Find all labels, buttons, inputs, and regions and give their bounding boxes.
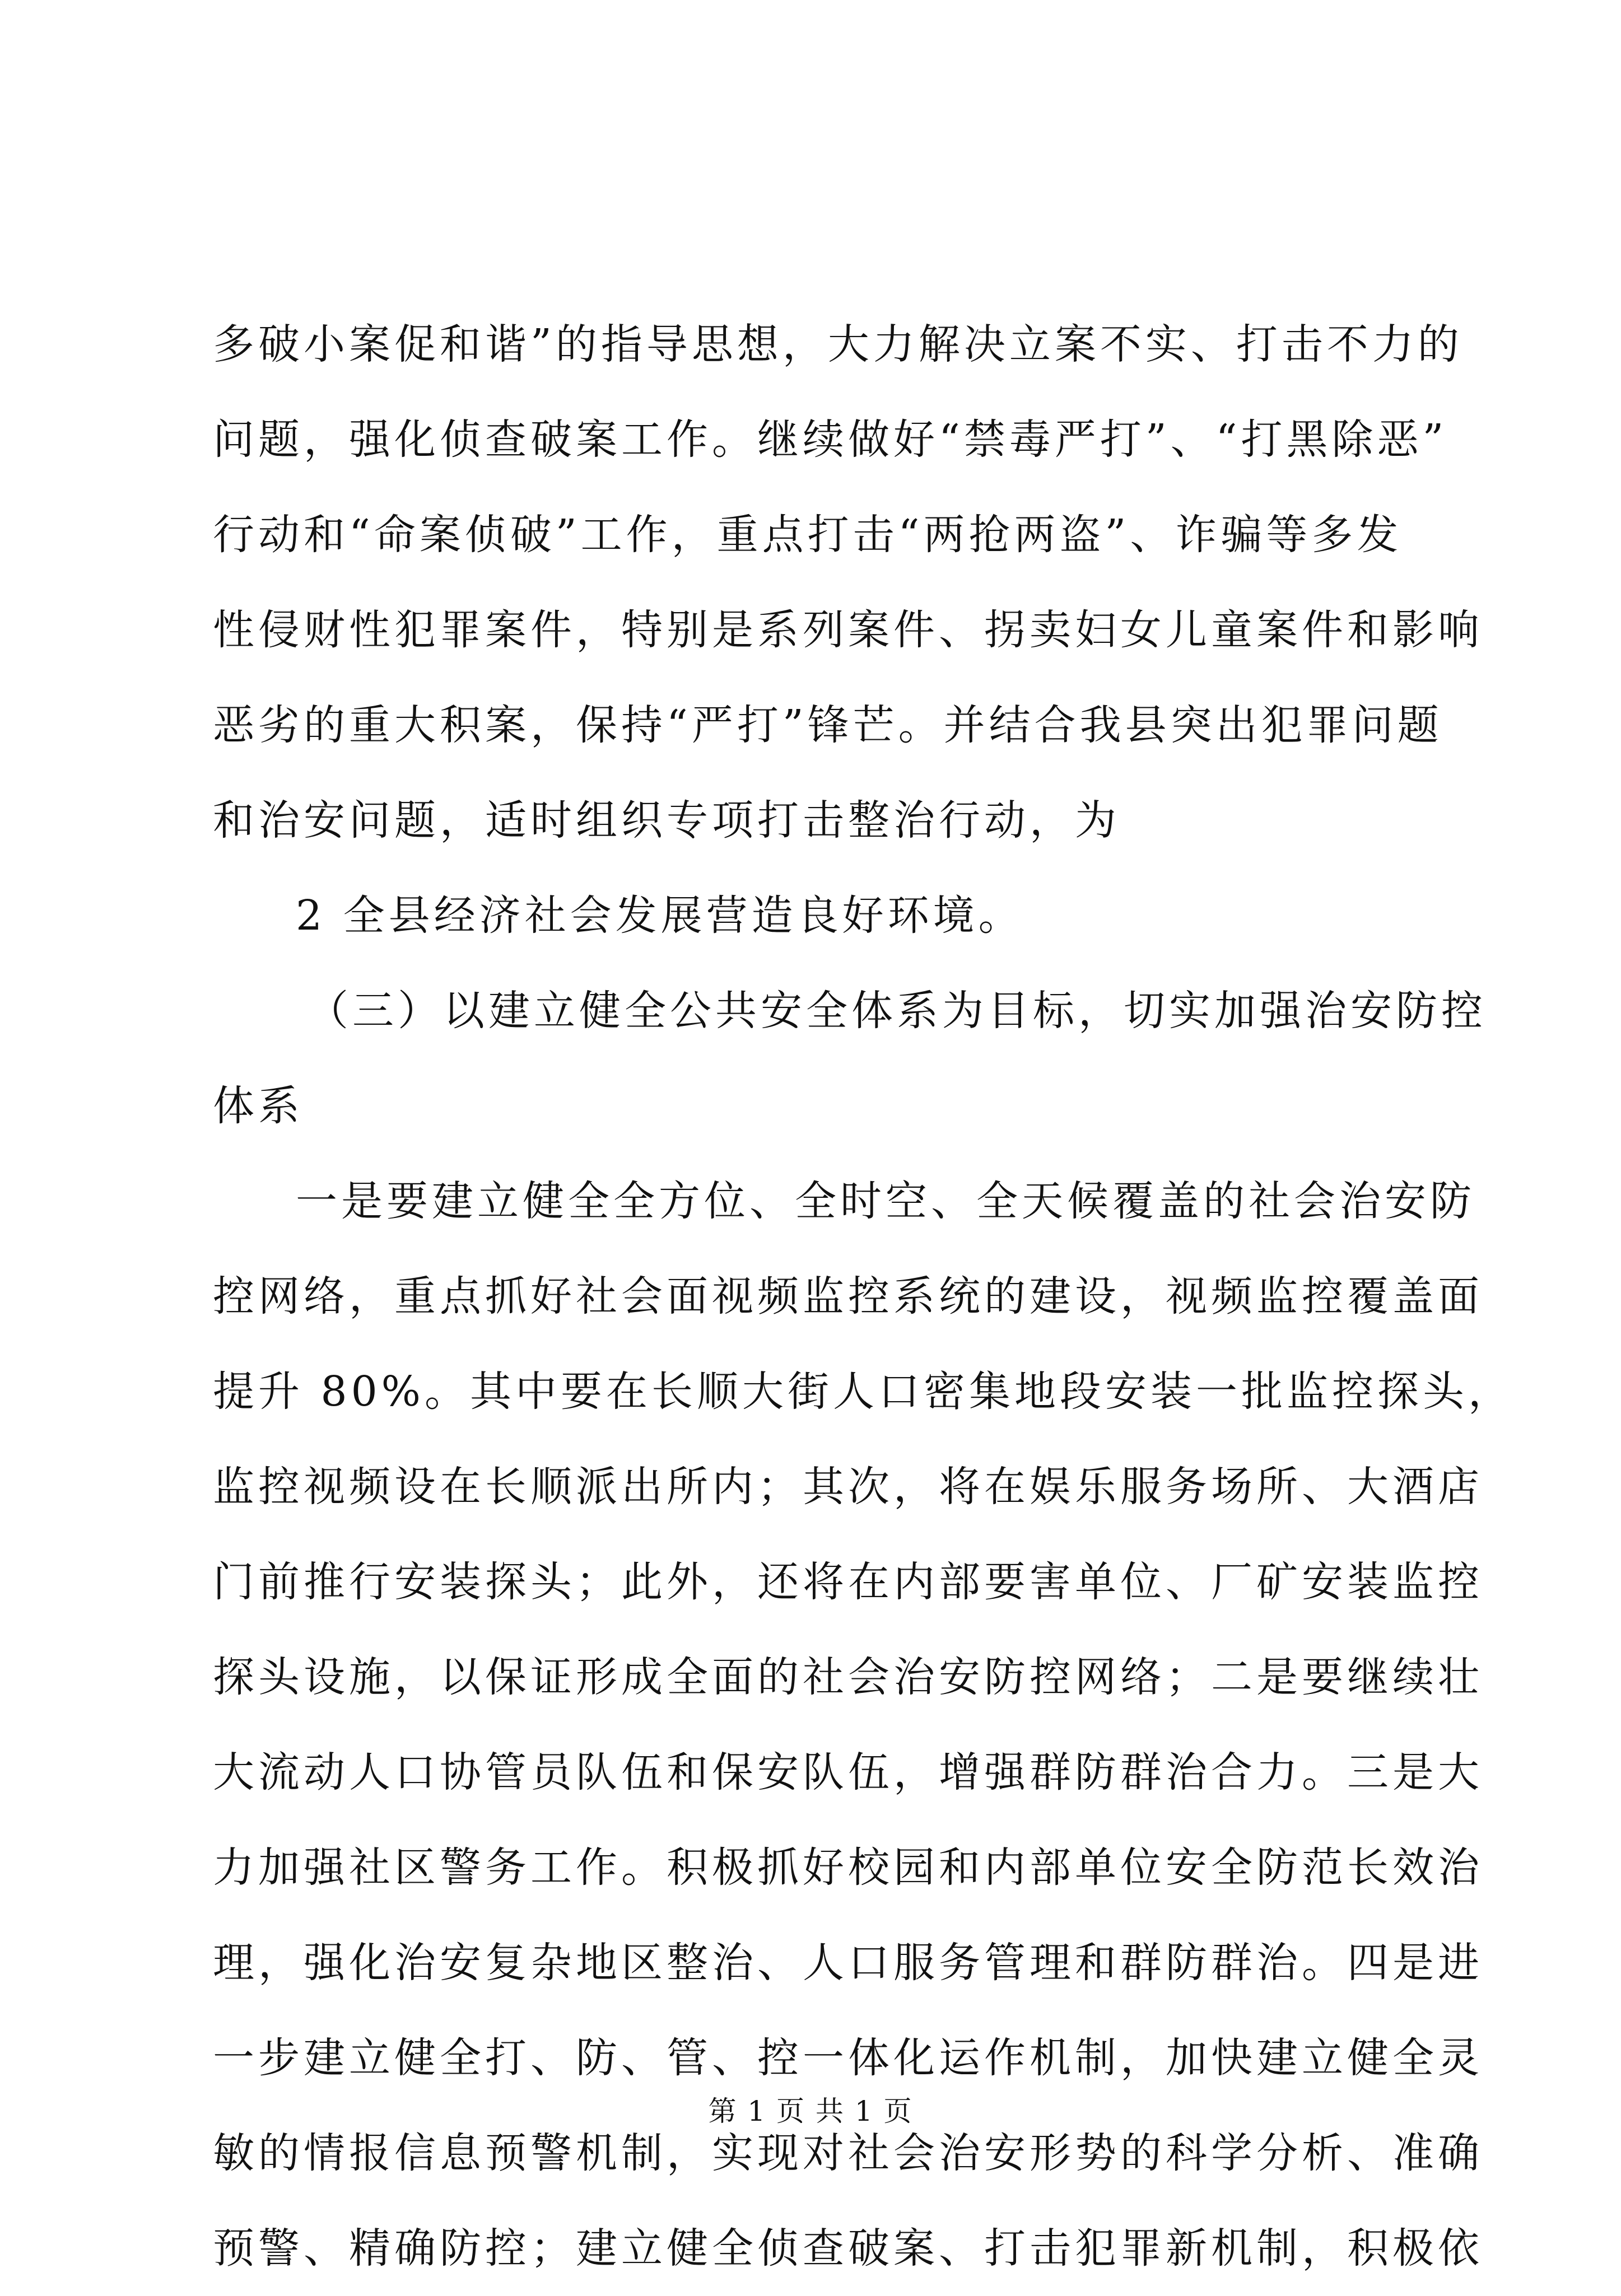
text-line: 性侵财性犯罪案件，特别是系列案件、拐卖妇女儿童案件和影响 [213,606,1483,654]
text-line: 大流动人口协管员队伍和保安队伍，增强群防群治合力。三是大 [213,1748,1483,1796]
text-line: 监控视频设在长顺派出所内；其次，将在娱乐服务场所、大酒店 [213,1463,1483,1511]
page-footer [0,2089,1621,2129]
text-line: 一是要建立健全全方位、全时空、全天候覆盖的社会治安防 [296,1177,1475,1225]
text-line: 探头设施，以保证形成全面的社会治安防控网络；二是要继续壮 [213,1653,1483,1701]
text-line: 和治安问题，适时组织专项打击整治行动，为 [213,796,1120,844]
section-heading-continuation: 体系 [213,1082,304,1130]
text-line: 敏的情报信息预警机制，实现对社会治安形势的科学分析、准确 [213,2129,1483,2177]
section-heading: （三）以建立健全公共安全体系为目标，切实加强治安防控 [307,987,1487,1035]
text-line: 提升 80%。其中要在长顺大街人口密集地段安装一批监控探头， [213,1368,1513,1416]
text-line: 理，强化治安复杂地区整治、人口服务管理和群防群治。四是进 [213,1939,1483,1987]
text-line: 多破小案促和谐”的指导思想，大力解决立案不实、打击不力的 [213,320,1463,368]
text-line: 2 全县经济社会发展营造良好环境。 [296,892,1024,940]
text-line: 力加强社区警务工作。积极抓好校园和内部单位安全防范长效治 [213,1844,1483,1892]
text-line: 行动和“命案侦破”工作，重点打击“两抢两盗”、诈骗等多发 [213,511,1403,559]
text-line: 问题，强化侦查破案工作。继续做好“禁毒严打”、“打黑除恶” [213,416,1448,464]
text-line: 预警、精确防控；建立健全侦查破案、打击犯罪新机制，积极依 [213,2224,1483,2272]
body-text [213,297,1513,2296]
text-line: 控网络，重点抓好社会面视频监控系统的建设，视频监控覆盖面 [213,1272,1483,1320]
text-line: 门前推行安装探头；此外，还将在内部要害单位、厂矿安装监控 [213,1558,1483,1606]
page-number: 第 1 页 共 1 页 [708,2095,913,2127]
text-line: 一步建立健全打、防、管、控一体化运作机制，加快建立健全灵 [213,2034,1483,2082]
text-line: 恶劣的重大积案，保持“严打”锋芒。并结合我县突出犯罪问题 [213,701,1443,749]
